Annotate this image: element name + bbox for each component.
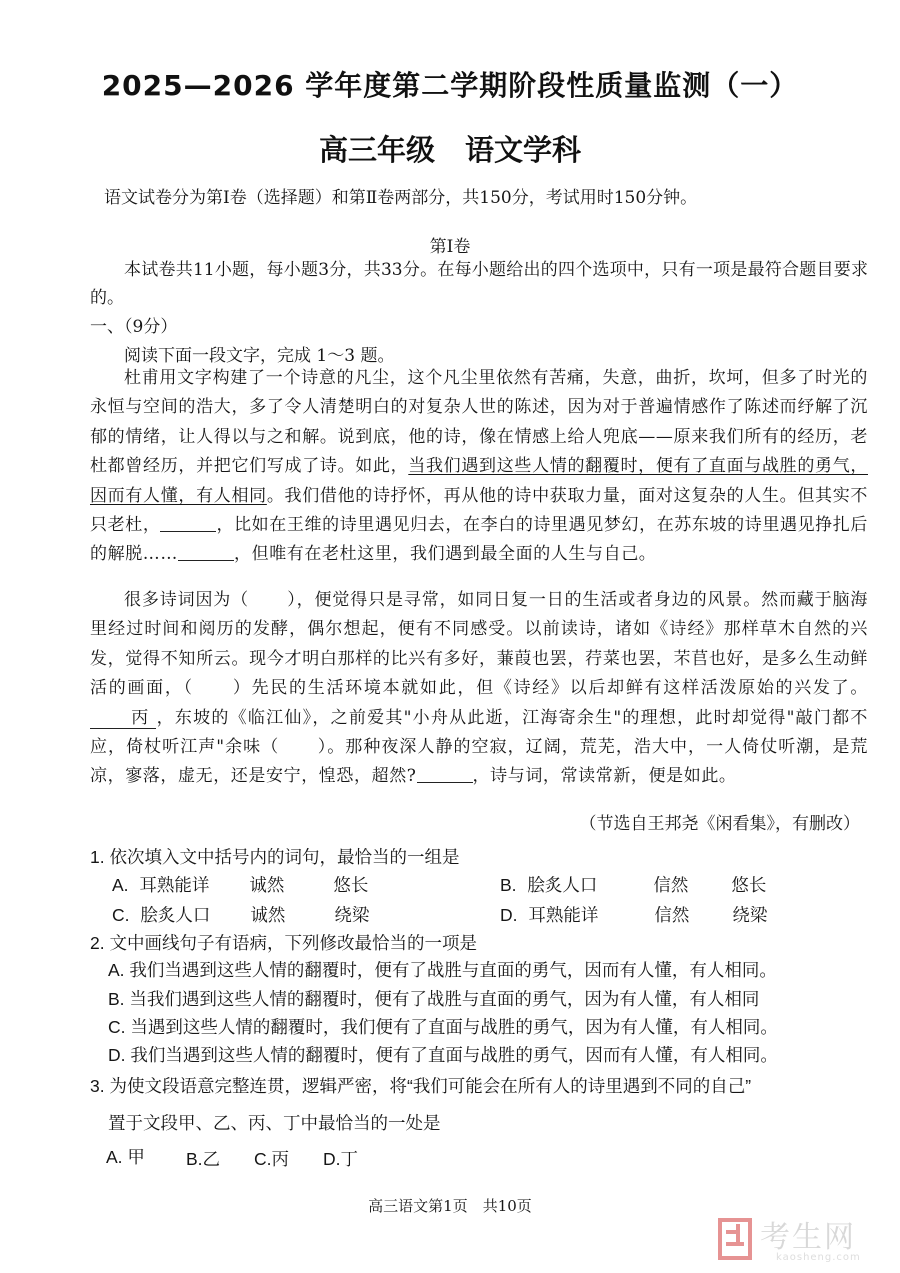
watermark-logo-icon <box>718 1218 752 1260</box>
question-2-option-b[interactable]: B. 当我们遇到这些人情的翻覆时，便有了战胜与直面的勇气，因为有人懂，有人相同 <box>108 989 760 1009</box>
watermark-brand: 考生网 <box>760 1220 856 1255</box>
blank-ding <box>417 764 473 783</box>
reading-direction: 阅读下面一段文字，完成 1～3 题。 <box>124 346 395 366</box>
passage-text: ，诗与词，常读常新，便是如此。 <box>472 766 737 787</box>
underlined-sentence: 当我们遇到这些人情的翻覆时，便有了直面与战胜的勇气，因而有人懂，有人相同 <box>90 456 868 506</box>
page-footer: 高三语文第1页 共10页 <box>368 1197 532 1215</box>
passage-paragraph-2 <box>90 586 868 792</box>
passage-text: ，但唯有在老杜这里，我们遇到最全面的人生与自己。 <box>234 544 657 565</box>
blank-jia <box>160 513 216 532</box>
passage-paragraph-1 <box>90 364 868 570</box>
question-2-option-d[interactable]: D. 我们当遇到这些人情的翻覆时，便有了直面与战胜的勇气，因而有人懂，有人相同。 <box>108 1045 778 1065</box>
watermark-site: kaosheng.com <box>776 1252 861 1263</box>
passage-source: （节选自王邦尧《闲看集》，有删改） <box>579 814 860 834</box>
question-1-option-b[interactable]: B. 脍炙人口 信然 悠长 <box>500 875 767 895</box>
question-1-option-c[interactable]: C. 脍炙人口 诚然 绕梁 <box>112 905 370 925</box>
question-1-stem: 1. 依次填入文中括号内的词句，最恰当的一组是 <box>90 847 460 867</box>
section-heading: 一、（9分） <box>90 317 178 337</box>
subject-label: 语文学科 <box>465 133 582 167</box>
question-3-stem-line-1: 3. 为使文段语意完整连贯，逻辑严密，将“我们可能会在所有人的诗里遇到不同的自己” <box>90 1076 752 1096</box>
question-3-option-c[interactable]: C.丙 <box>254 1149 289 1169</box>
blank-bing: 丙 <box>90 708 156 729</box>
volume-label: 第Ⅰ卷 <box>429 237 471 257</box>
passage-text: ）先民的生活环境本就如此，但《诗经》以后却鲜有这样活泼原始的兴发了。 <box>231 678 868 699</box>
question-3-option-a[interactable]: A. 甲 <box>106 1147 145 1167</box>
passage-text: ）。那种夜深人静的空寂，辽阔，荒芜，浩大中，一人倚仗听潮，是荒凉，寥落，虚无，还是安宁，惶恐，超然? <box>90 737 868 787</box>
question-1-option-a[interactable]: A. 耳熟能详 诚然 悠长 <box>112 875 369 895</box>
passage-text: ，比如在王维的诗里遇见归去，在李白的诗里遇见梦幻，在苏东坡的诗里遇见挣扎后的解脱…… <box>90 515 869 565</box>
grade-label: 高三年级 <box>318 133 435 167</box>
question-3-stem-line-2: 置于文段甲、乙、丙、丁中最恰当的一处是 <box>108 1113 441 1133</box>
passage-text: ），便觉得只是寻常，如同日复一日的生活或者身边的风景。然而藏于脑海里经过时间和阅历的发酵，偶尔想起，便有不同感受。以前读诗，诸如《诗经》那样草木自然的兴发，觉得不知所云。现今才明白那样的比兴有多好，蒹葭也罢，荇菜也罢，芣苢也好，是多么生动鲜活的画面，（ <box>90 590 868 699</box>
question-2-option-c[interactable]: C. 当遇到这些人情的翻覆时，我们便有了直面与战胜的勇气，因为有人懂，有人相同。 <box>108 1017 778 1037</box>
watermark-logo <box>718 1212 888 1268</box>
exam-intro: 语文试卷分为第Ⅰ卷（选择题）和第Ⅱ卷两部分，共150分，考试用时150分钟。 <box>104 188 698 208</box>
passage-text: 杜甫用文字构建了一个诗意的凡尘，这个凡尘里依然有苦痛，失意，曲折，坎坷，但多了时光的永恒与空间的浩大，多了令人清楚明白的对复杂人世的陈述，因为对于普遍情感作了陈述而纾解了沉郁的情绪，让人得以与之和解。说到底，他的诗，像在情感上给人兜底——原来我们所有的经历，老杜都曾经历，并把它们写成了诗。如此， <box>90 368 868 477</box>
volume-instructions: 本试卷共11小题，每小题3分，共33分。在每小题给出的四个选项中，只有一项是最符合题目要求的。 <box>90 260 868 308</box>
question-3-option-b[interactable]: B.乙 <box>186 1149 221 1169</box>
exam-title: 2025—2026 学年度第二学期阶段性质量监测（一） <box>101 69 799 102</box>
passage-text: 很多诗词因为（ <box>124 590 250 610</box>
question-2-stem: 2. 文中画线句子有语病，下列修改最恰当的一项是 <box>90 933 477 953</box>
passage-text: ，东坡的《临江仙》，之前爱其"小舟从此逝，江海寄余生"的理想，此时却觉得"敲门都不应，倚杖听江声"余味（ <box>90 707 868 758</box>
question-2-option-a[interactable]: A. 我们当遇到这些人情的翻覆时，便有了战胜与直面的勇气，因而有人懂，有人相同。 <box>108 960 777 980</box>
exam-subtitle <box>0 128 900 169</box>
passage-text: 。我们借他的诗抒怀，再从他的诗中获取力量，面对这复杂的人生。但其实不只老杜， <box>90 485 868 536</box>
blank-yi <box>178 542 234 561</box>
question-1-option-d[interactable]: D. 耳熟能详 信然 绕梁 <box>500 905 768 925</box>
question-3-option-d[interactable]: D.丁 <box>323 1149 358 1169</box>
